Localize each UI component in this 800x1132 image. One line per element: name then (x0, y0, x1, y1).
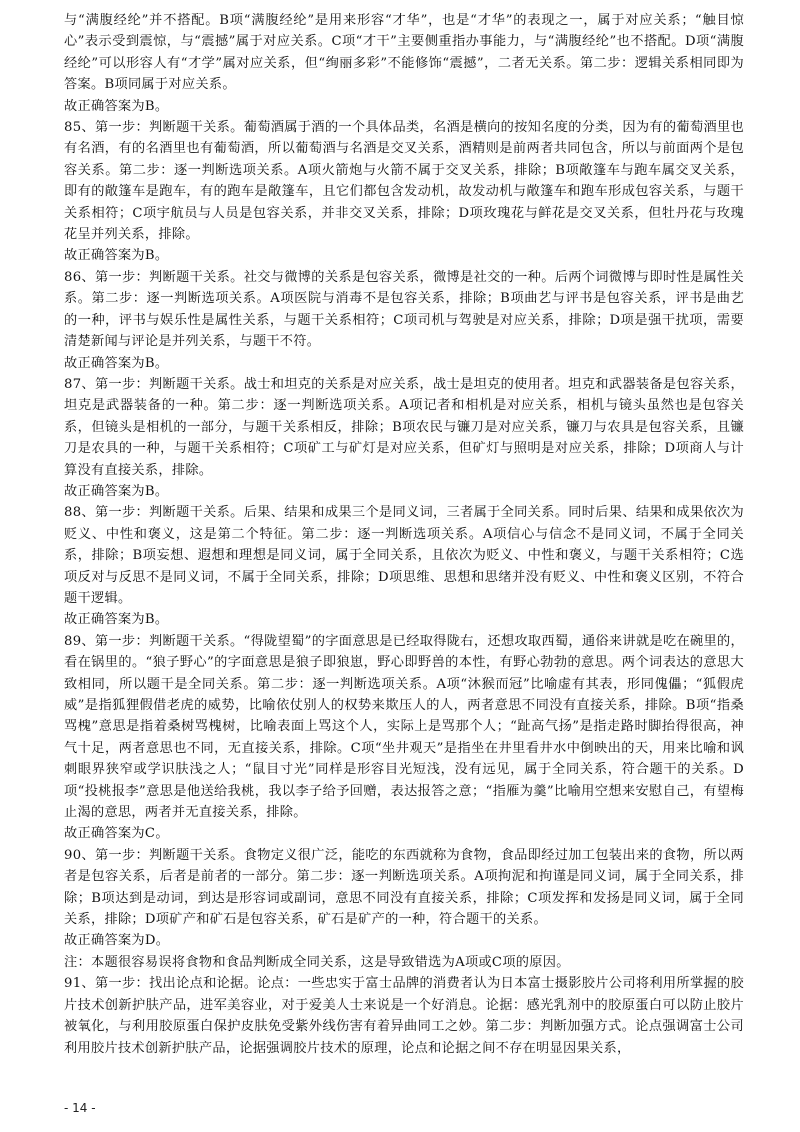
document-body (64, 10, 744, 1059)
answer-line: 故正确答案为B。 (64, 355, 169, 371)
note-line: 注：本题很容易误将食物和食品判断成全同关系，这是导致错选为A项或C项的原因。 (64, 954, 570, 970)
paragraph-84-continuation: 与“满腹经纶”并不搭配。B项“满腹经纶”是用来形容“才华”，也是“才华”的表现之一，属于对应关系；“触目惊心”表示受到震惊，与“震撼”属于对应关系。C项“才干”主要侧重指办事能力，与“满腹经纶”也不搭配。D项“满腹经纶”可以形容人有“才学”属对应关系，但“绚丽多彩”不能修饰“震撼”，二者无关系。第二步：逻辑关系相同即为答案。B项同属于对应关系。 (64, 13, 744, 93)
answer-line: 故正确答案为B。 (64, 612, 169, 628)
paragraph-q91: 91、第一步：找出论点和论据。论点：一些忠实于富士品牌的消费者认为日本富士摄影胶片公司将利用所掌握的胶片技术创新护肤产品，进军美容业，对于爱美人士来说是一个好消息。论据：感光乳剂中的胶原蛋白可以防止胶片被氧化，与利用胶原蛋白保护皮肤免受紫外线伤害有着异曲同工之妙。第二步：判断加强方式。论点强调富士公司利用胶片技术创新护肤产品，论据强调胶片技术的原理，论点和论据之间不存在明显因果关系， (64, 976, 744, 1056)
paragraph-q89: 89、第一步：判断题干关系。“得陇望蜀”的字面意思是已经取得陇右，还想攻取西蜀，通俗来讲就是吃在碗里的，看在锅里的。“狼子野心”的字面意思是狼子即狼崽，野心即野兽的本性，有野心勃勃的意思。两个词表达的意思大致相同，所以题干是全同关系。第二步：逐一判断选项关系。A项“沐猴而冠”比喻虚有其表，形同傀儡；“狐假虎威”是指狐狸假借老虎的威势，比喻依仗别人的权势来欺压人的人，两者意思不同没有直接关系，排除。B项“指桑骂槐”意思是指着桑树骂槐树，比喻表面上骂这个人，实际上是骂那个人；“趾高气扬”是指走路时脚抬得很高，神气十足，两者意思也不同，无直接关系，排除。C项“坐井观天”是指坐在井里看井水中倒映出的天，用来比喻和讽刺眼界狭窄或学识肤浅之人；“鼠目寸光”同样是形容目光短浅，没有远见，属于全同关系，符合题干的关系。D项“投桃报李”意思是他送给我桃，我以李子给予回赠，表达报答之意；“指雁为羹”比喻用空想来安慰自己，有望梅止渴的意思，两者并无直接关系，排除。 (64, 633, 744, 821)
paragraph-q88: 88、第一步：判断题干关系。后果、结果和成果三个是同义词，三者属于全同关系。同时后果、结果和成果依次为贬义、中性和褒义，这是第二个特征。第二步：逐一判断选项关系。A项信心与信念不是同义词，不属于全同关系，排除；B项妄想、遐想和理想是同义词，属于全同关系，且依次为贬义、中性和褒义，与题干关系相符；C选项反对与反思不是同义词，不属于全同关系，排除；D项思维、思想和思绪并没有贬义、中性和褒义区别，不符合题干逻辑。 (64, 505, 744, 606)
paragraph-q85: 85、第一步：判断题干关系。葡萄酒属于酒的一个具体品类，名酒是横向的按知名度的分类，因为有的葡萄酒里也有名酒，有的名酒里也有葡萄酒，所以葡萄酒与名酒是交叉关系，酒精则是前两者共同包含，所以与前面两个是包容关系。第二步：逐一判断选项关系。A项火箭炮与火箭不属于交叉关系，排除；B项敞篷车与跑车属交叉关系，即有的敞篷车是跑车，有的跑车是敞篷车，且它们都包含发动机，故发动机与敞篷车和跑车形成包容关系，与题干关系相符；C项宇航员与人员是包容关系，并非交叉关系，排除；D项玫瑰花与鲜花是交叉关系，但牡丹花与玫瑰花呈并列关系，排除。 (64, 120, 744, 243)
paragraph-q90: 90、第一步：判断题干关系。食物定义很广泛，能吃的东西就称为食物，食品即经过加工包装出来的食物，所以两者是包容关系，后者是前者的一部分。第二步：逐一判断选项关系。A项拘泥和拘谨是同义词，属于全同关系，排除；B项达到是动词，到达是形容词或副词，意思不同没有直接关系，排除；C项发挥和发扬是同义词，属于全同关系，排除；D项矿产和矿石是包容关系，矿石是矿产的一种，符合题干的关系。 (64, 847, 744, 928)
answer-line: 故正确答案为C。 (64, 826, 169, 842)
answer-line: 故正确答案为B。 (64, 98, 169, 114)
page-number: - 14 - (64, 1101, 96, 1115)
answer-line: 故正确答案为B。 (64, 248, 169, 264)
paragraph-q87: 87、第一步：判断题干关系。战士和坦克的关系是对应关系，战士是坦克的使用者。坦克和武器装备是包容关系，坦克是武器装备的一种。第二步：逐一判断选项关系。A项记者和相机是对应关系，相机与镜头虽然也是包容关系，但镜头是相机的一部分，与题干关系相反，排除；B项农民与镰刀是对应关系，镰刀与农具是包容关系，且镰刀是农具的一种，与题干关系相符；C项矿工与矿灯是对应关系，但矿灯与照明是对应关系，排除；D项商人与计算没有直接关系，排除。 (64, 376, 744, 478)
answer-line: 故正确答案为D。 (64, 933, 170, 949)
paragraph-q86: 86、第一步：判断题干关系。社交与微博的关系是包容关系，微博是社交的一种。后两个词微博与即时性是属性关系。第二步：逐一判断选项关系。A项医院与消毒不是包容关系，排除；B项曲艺与评书是包容关系，评书是曲艺的一种，评书与娱乐性是属性关系，与题干关系相符；C项司机与驾驶是对应关系，排除；D项是强干扰项，需要清楚新闻与评论是并列关系，与题干不符。 (64, 269, 744, 350)
answer-line: 故正确答案为B。 (64, 483, 169, 499)
